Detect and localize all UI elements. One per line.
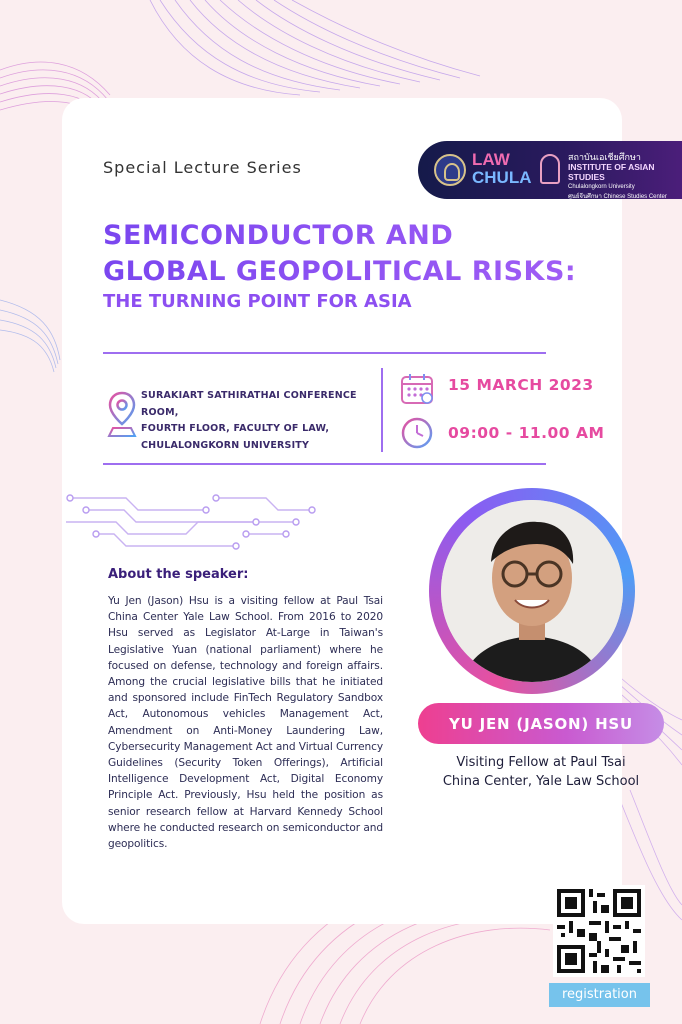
about-speaker-heading: About the speaker: [108,567,249,582]
speaker-portrait-icon [441,500,623,682]
calendar-icon [400,372,434,406]
law-logo-line1: LAW [472,150,510,169]
series-label: Special Lecture Series [103,158,302,177]
institute-thai-name: สถาบันเอเชียศึกษา [568,152,641,162]
lecture-title [103,218,576,315]
chinese-studies-center: ศูนย์จีนศึกษา Chinese Studies Center [568,194,667,199]
circuit-decoration-icon [66,488,316,552]
location-pin-icon [107,390,137,438]
venue-line-3: CHULALONGKORN UNIVERSITY [141,439,310,451]
registration-qr-code[interactable] [553,885,645,977]
venue-line-1: SURAKIART SATHIRATHAI CONFERENCE ROOM, [141,390,357,418]
speaker-bio: Yu Jen (Jason) Hsu is a visiting fellow at Paul Tsai China Center Yale Law School. From 2016 to 2020 Hsu served as Legislator At-Large in Taiwan's Legislative Yuan (national parliament) where he focused on defense, technology and foreign affairs. Among the crucial legislative bills that he initiated and sponsored include FinTech Regulatory Sandbox Act, Autonomous vehicles Management Act, Amendment on Anti-Money Laundering Law, Cybersecurity Management Act and Virtual Currency Guidelines (Security Token Offerings), Artificial Intelligence Development Act, Digital Economy Principle Act. Previously, Hsu held the position as senior research fellow at Harvard Kennedy School where he conducted research on semiconductor and geopolitics. [108,595,383,851]
institute-logo [568,152,680,199]
institute-emblem-icon [540,154,560,184]
clock-icon [400,416,434,450]
title-subtitle: THE TURNING POINT FOR ASIA [103,291,412,312]
speaker-name-badge [418,703,664,744]
speaker-role-line-2: China Center, Yale Law School [442,774,640,789]
title-line-2: GLOBAL GEOPOLITICAL RISKS: [103,254,576,290]
title-line-1: SEMICONDUCTOR AND [103,218,576,254]
speaker-name: YU JEN (JASON) HSU [448,714,634,733]
law-logo-line2: CHULA [472,168,532,187]
venue-line-2: FOURTH FLOOR, FACULTY OF LAW, [141,423,330,434]
event-date: 15 MARCH 2023 [448,376,594,394]
divider-top [103,352,546,354]
divider-vertical [381,368,383,452]
institute-subtitle: Chulalongkorn University [568,184,635,190]
institute-english-name: INSTITUTE OF ASIAN STUDIES [568,162,655,182]
partner-logos [418,141,682,199]
speaker-role [412,753,670,791]
registration-button[interactable]: registration [549,983,650,1007]
venue-text [141,388,381,454]
speaker-role-line-1: Visiting Fellow at Paul Tsai [456,755,626,770]
event-time: 09:00 - 11.00 AM [448,424,605,442]
law-chula-logo [472,151,532,187]
speaker-photo [441,500,623,682]
divider-bottom [103,463,546,465]
chula-seal-icon [434,154,466,186]
